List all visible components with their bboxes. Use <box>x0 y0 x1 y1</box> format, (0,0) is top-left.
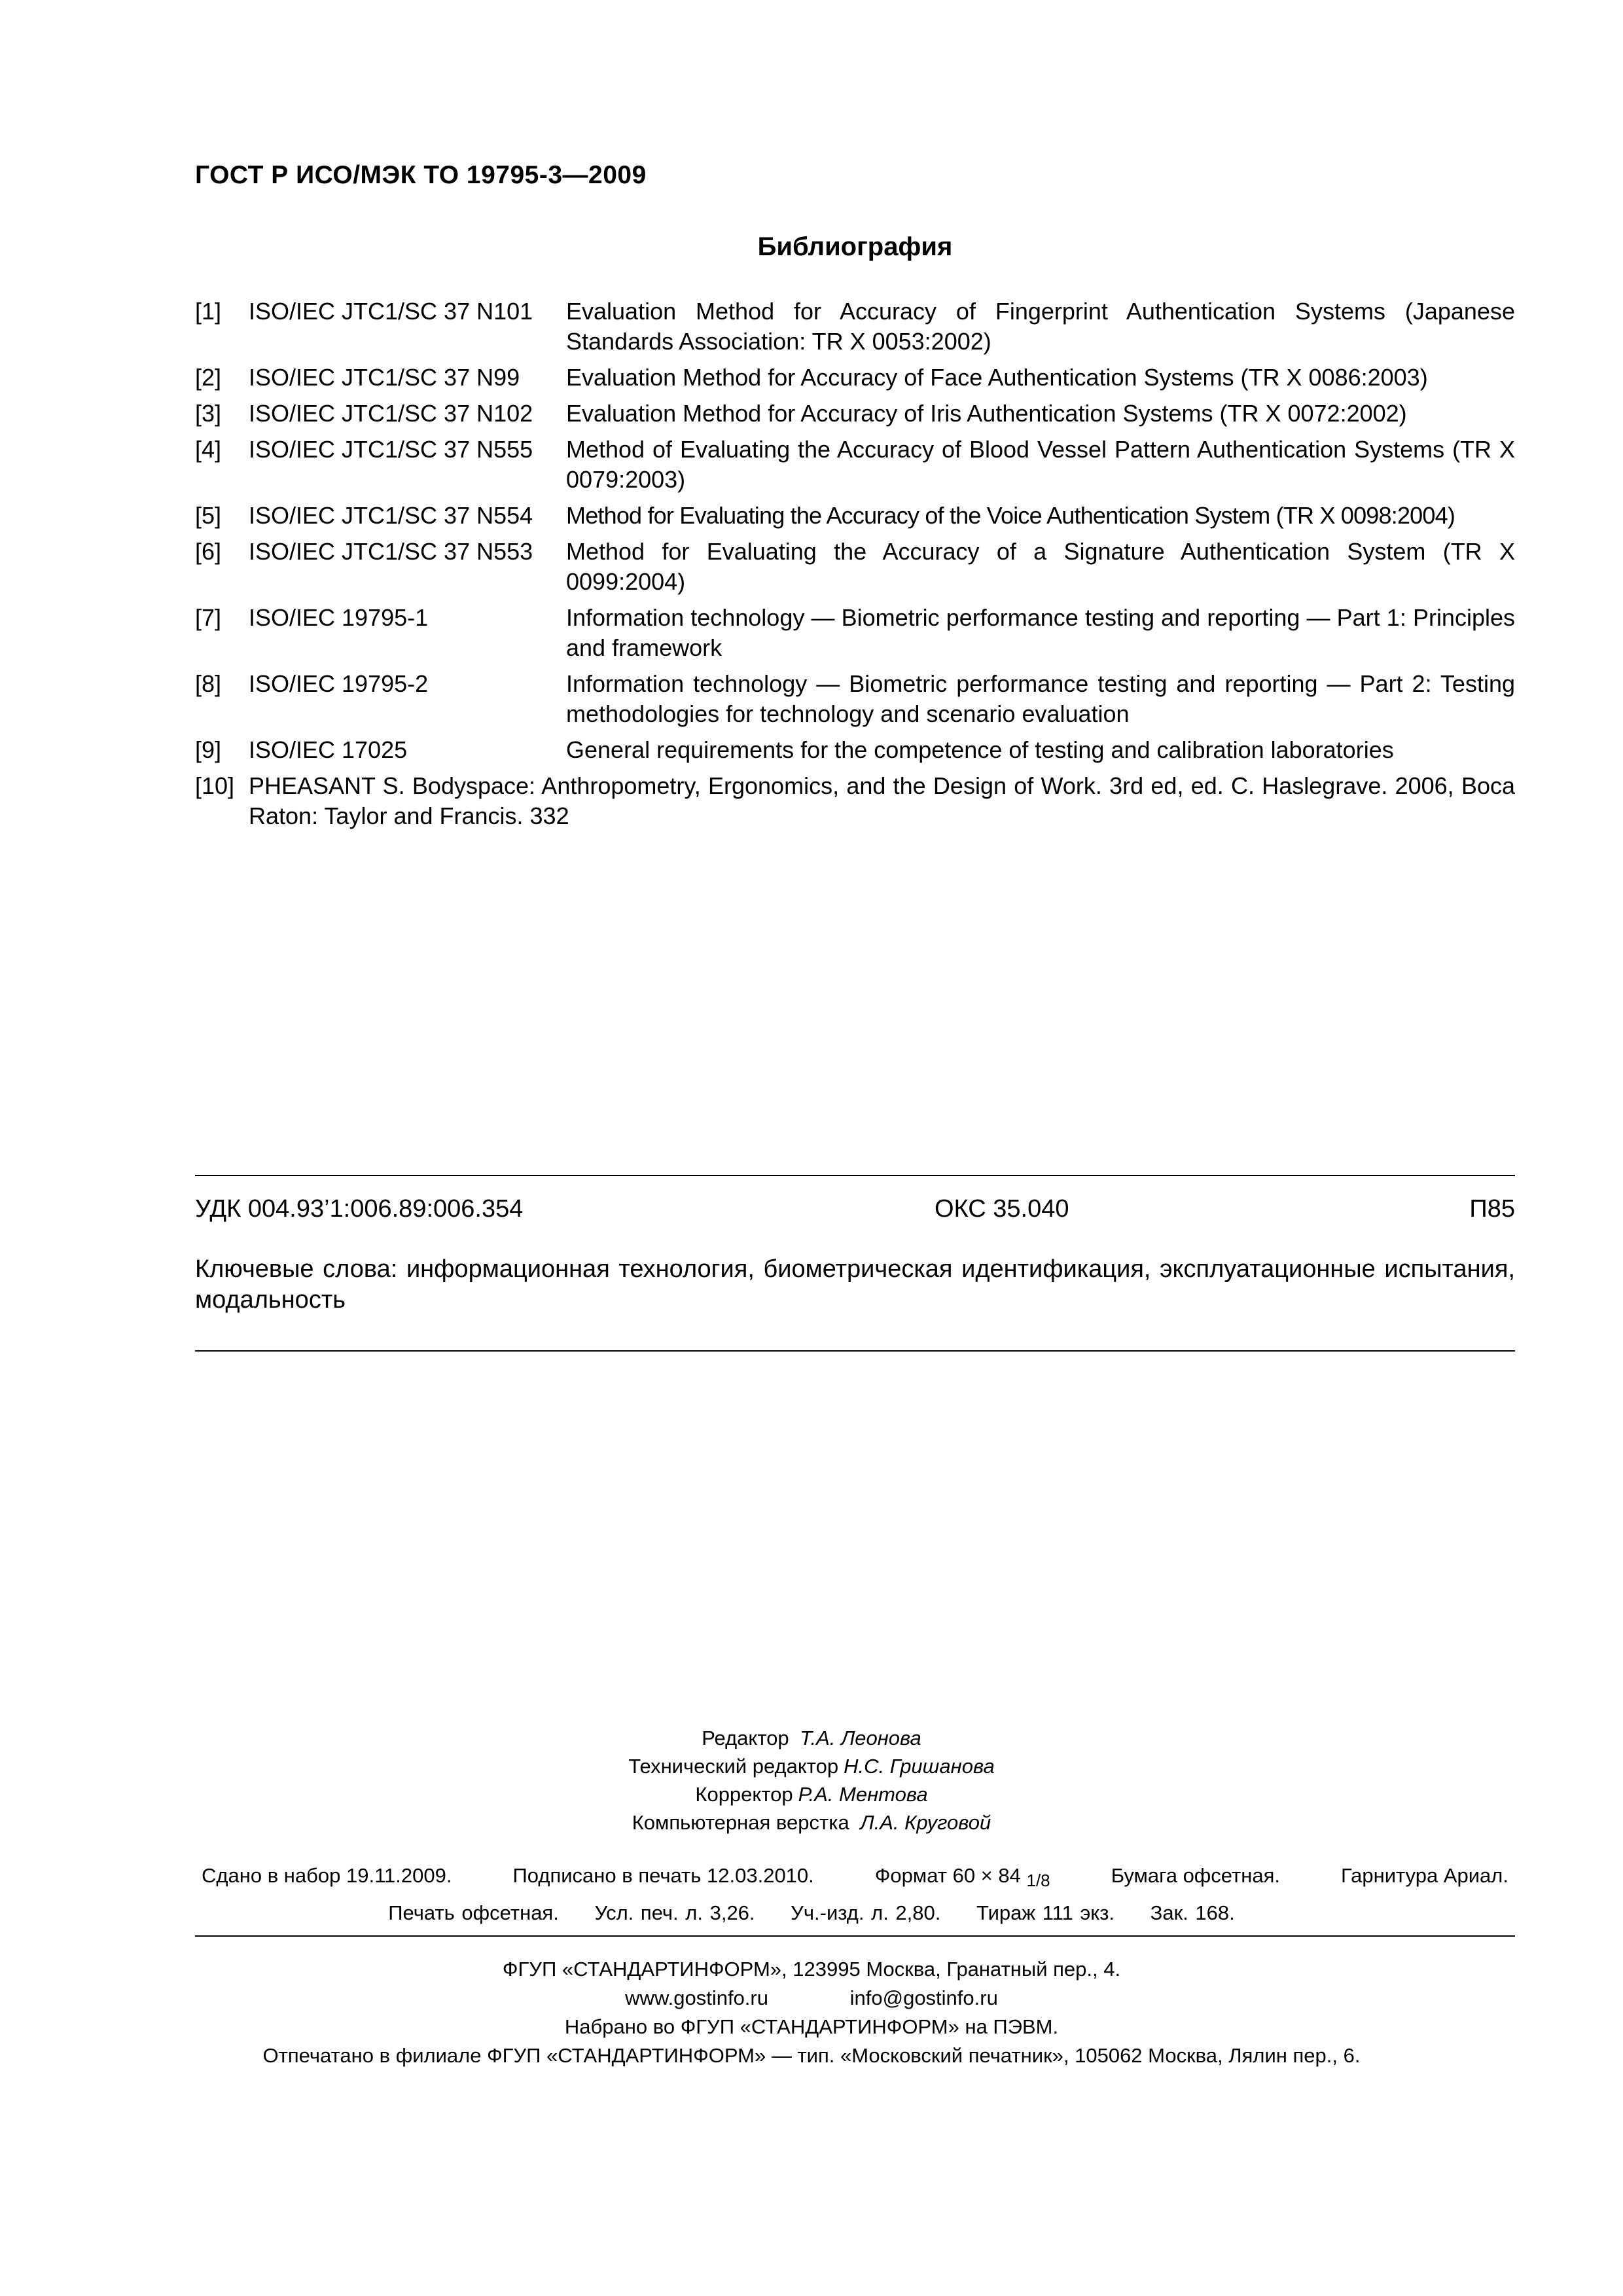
entry-code: ISO/IEC JTC1/SC 37 N102 <box>249 400 533 427</box>
publisher-name: ФГУП «СТАНДАРТИНФОРМ», 123995 Москва, Гранатный пер., 4. <box>502 1958 1121 1981</box>
bibliography-entry <box>195 399 1515 429</box>
entry-code: ISO/IEC 19795-1 <box>249 604 429 631</box>
bibliography-entry <box>195 603 1515 663</box>
credit-line <box>0 1780 1623 1808</box>
signed-date: Подписано в печать 12.03.2010. <box>512 1864 814 1887</box>
bibliography-entry <box>195 735 1515 765</box>
publication-sheets: Уч.-изд. л. 2,80. <box>791 1901 941 1924</box>
entry-title: PHEASANT S. Bodyspace: Anthropometry, Ergonomics, and the Design of Work. 3rd ed, ed. C. Haslegrave. 2006, Boca Raton: Taylor and Francis. 332 <box>249 772 1515 829</box>
entry-title: Evaluation Method for Accuracy of Fingerprint Authentication Systems (Japanese Standards Association: TR X 0053:2002) <box>566 298 1515 355</box>
credit-role: Корректор <box>695 1783 793 1806</box>
submitted-date: Сдано в набор 19.11.2009. <box>202 1864 452 1887</box>
entry-number: [1] <box>195 298 222 325</box>
credit-role: Редактор <box>702 1727 789 1749</box>
email-link[interactable]: info@gostinfo.ru <box>849 1986 998 2009</box>
oks-code: ОКС 35.040 <box>935 1195 1069 1223</box>
credits <box>0 1724 1623 1837</box>
entry-number: [8] <box>195 670 222 697</box>
format <box>875 1864 1050 1891</box>
category-code: П85 <box>1469 1195 1515 1223</box>
credit-name: Р.А. Ментова <box>798 1783 928 1806</box>
entry-number: [2] <box>195 364 222 391</box>
classification-line <box>195 1195 1515 1223</box>
entry-number: [3] <box>195 400 222 427</box>
circulation: Тираж 111 экз. <box>976 1901 1115 1924</box>
divider-bottom <box>195 1935 1515 1937</box>
entry-code: ISO/IEC 19795-2 <box>249 670 429 697</box>
credit-line <box>0 1752 1623 1780</box>
typeset-note: Набрано во ФГУП «СТАНДАРТИНФОРМ» на ПЭВМ. <box>564 2015 1059 2038</box>
divider-top <box>195 1175 1515 1176</box>
entry-number: [4] <box>195 436 222 463</box>
document-number: ГОСТ Р ИСО/МЭК ТО 19795-3—2009 <box>195 161 647 189</box>
publisher-contacts <box>0 1984 1623 2013</box>
keywords: Ключевые слова: информационная технология, биометрическая идентификация, эксплуатационные испытания, модальность <box>195 1255 1515 1314</box>
credit-name: Л.А. Круговой <box>860 1811 991 1834</box>
entry-title: Method of Evaluating the Accuracy of Blood Vessel Pattern Authentication Systems (TR X 0079:2003) <box>566 436 1515 493</box>
entry-code: ISO/IEC 17025 <box>249 736 408 763</box>
udk-code: УДК 004.93’1:006.89:006.354 <box>195 1195 524 1223</box>
format-label: Формат 60 × 84 <box>874 1864 1021 1887</box>
print-method: Печать офсетная. <box>388 1901 559 1924</box>
imprint-line-2 <box>0 1901 1623 1925</box>
credit-line <box>0 1724 1623 1752</box>
typeface: Гарнитура Ариал. <box>1341 1864 1508 1887</box>
entry-title: Evaluation Method for Accuracy of Face Authentication Systems (TR X 0086:2003) <box>566 364 1428 391</box>
entry-title: General requirements for the competence of testing and calibration laboratories <box>566 736 1394 763</box>
bibliography-entry <box>195 537 1515 597</box>
entry-code: ISO/IEC JTC1/SC 37 N101 <box>249 298 533 325</box>
bibliography-entry <box>195 363 1515 393</box>
order-number: Зак. 168. <box>1150 1901 1235 1924</box>
entry-title: Method for Evaluating the Accuracy of the Voice Authentication System (TR X 0098:2004) <box>566 502 1455 529</box>
entry-title: Method for Evaluating the Accuracy of a Signature Authentication System (TR X 0099:2004) <box>566 538 1515 595</box>
bibliography-entry <box>195 501 1515 531</box>
entry-title: Evaluation Method for Accuracy of Iris Authentication Systems (TR X 0072:2002) <box>566 400 1407 427</box>
divider-middle <box>195 1350 1515 1352</box>
bibliography-title: Библиография <box>757 232 953 261</box>
entry-code: ISO/IEC JTC1/SC 37 N99 <box>249 364 520 391</box>
entry-number: [7] <box>195 604 222 631</box>
publisher-info <box>0 1955 1623 2070</box>
entry-code: ISO/IEC JTC1/SC 37 N555 <box>249 436 533 463</box>
credit-line <box>0 1808 1623 1837</box>
entry-title: Information technology — Biometric performance testing and reporting — Part 1: Principles and framework <box>566 604 1515 661</box>
print-sheets: Усл. печ. л. 3,26. <box>594 1901 755 1924</box>
entry-code: ISO/IEC JTC1/SC 37 N553 <box>249 538 533 565</box>
bibliography-entry <box>195 296 1515 357</box>
entry-number: [6] <box>195 538 222 565</box>
bibliography-entry <box>195 771 1515 831</box>
format-fraction: 1/8 <box>1026 1871 1050 1890</box>
credit-name: Н.С. Гришанова <box>844 1755 995 1778</box>
bibliography-entry <box>195 669 1515 729</box>
website-link[interactable]: www.gostinfo.ru <box>625 1986 768 2009</box>
imprint-line-1 <box>195 1864 1515 1891</box>
credit-name: Т.А. Леонова <box>800 1727 921 1749</box>
credit-role: Технический редактор <box>628 1755 839 1778</box>
paper-type: Бумага офсетная. <box>1111 1864 1280 1887</box>
entry-number: [10] <box>195 772 235 799</box>
entry-code: ISO/IEC JTC1/SC 37 N554 <box>249 502 533 529</box>
printed-note: Отпечатано в филиале ФГУП «СТАНДАРТИНФОРМ» — тип. «Московский печатник», 105062 Москва, Лялин пер., 6. <box>262 2044 1361 2067</box>
entry-number: [9] <box>195 736 222 763</box>
entry-title: Information technology — Biometric performance testing and reporting — Part 2: Testing methodologies for technology and scenario evaluation <box>566 670 1515 727</box>
entry-number: [5] <box>195 502 222 529</box>
bibliography-list <box>195 296 1515 837</box>
credit-role: Компьютерная верстка <box>632 1811 849 1834</box>
bibliography-entry <box>195 435 1515 495</box>
